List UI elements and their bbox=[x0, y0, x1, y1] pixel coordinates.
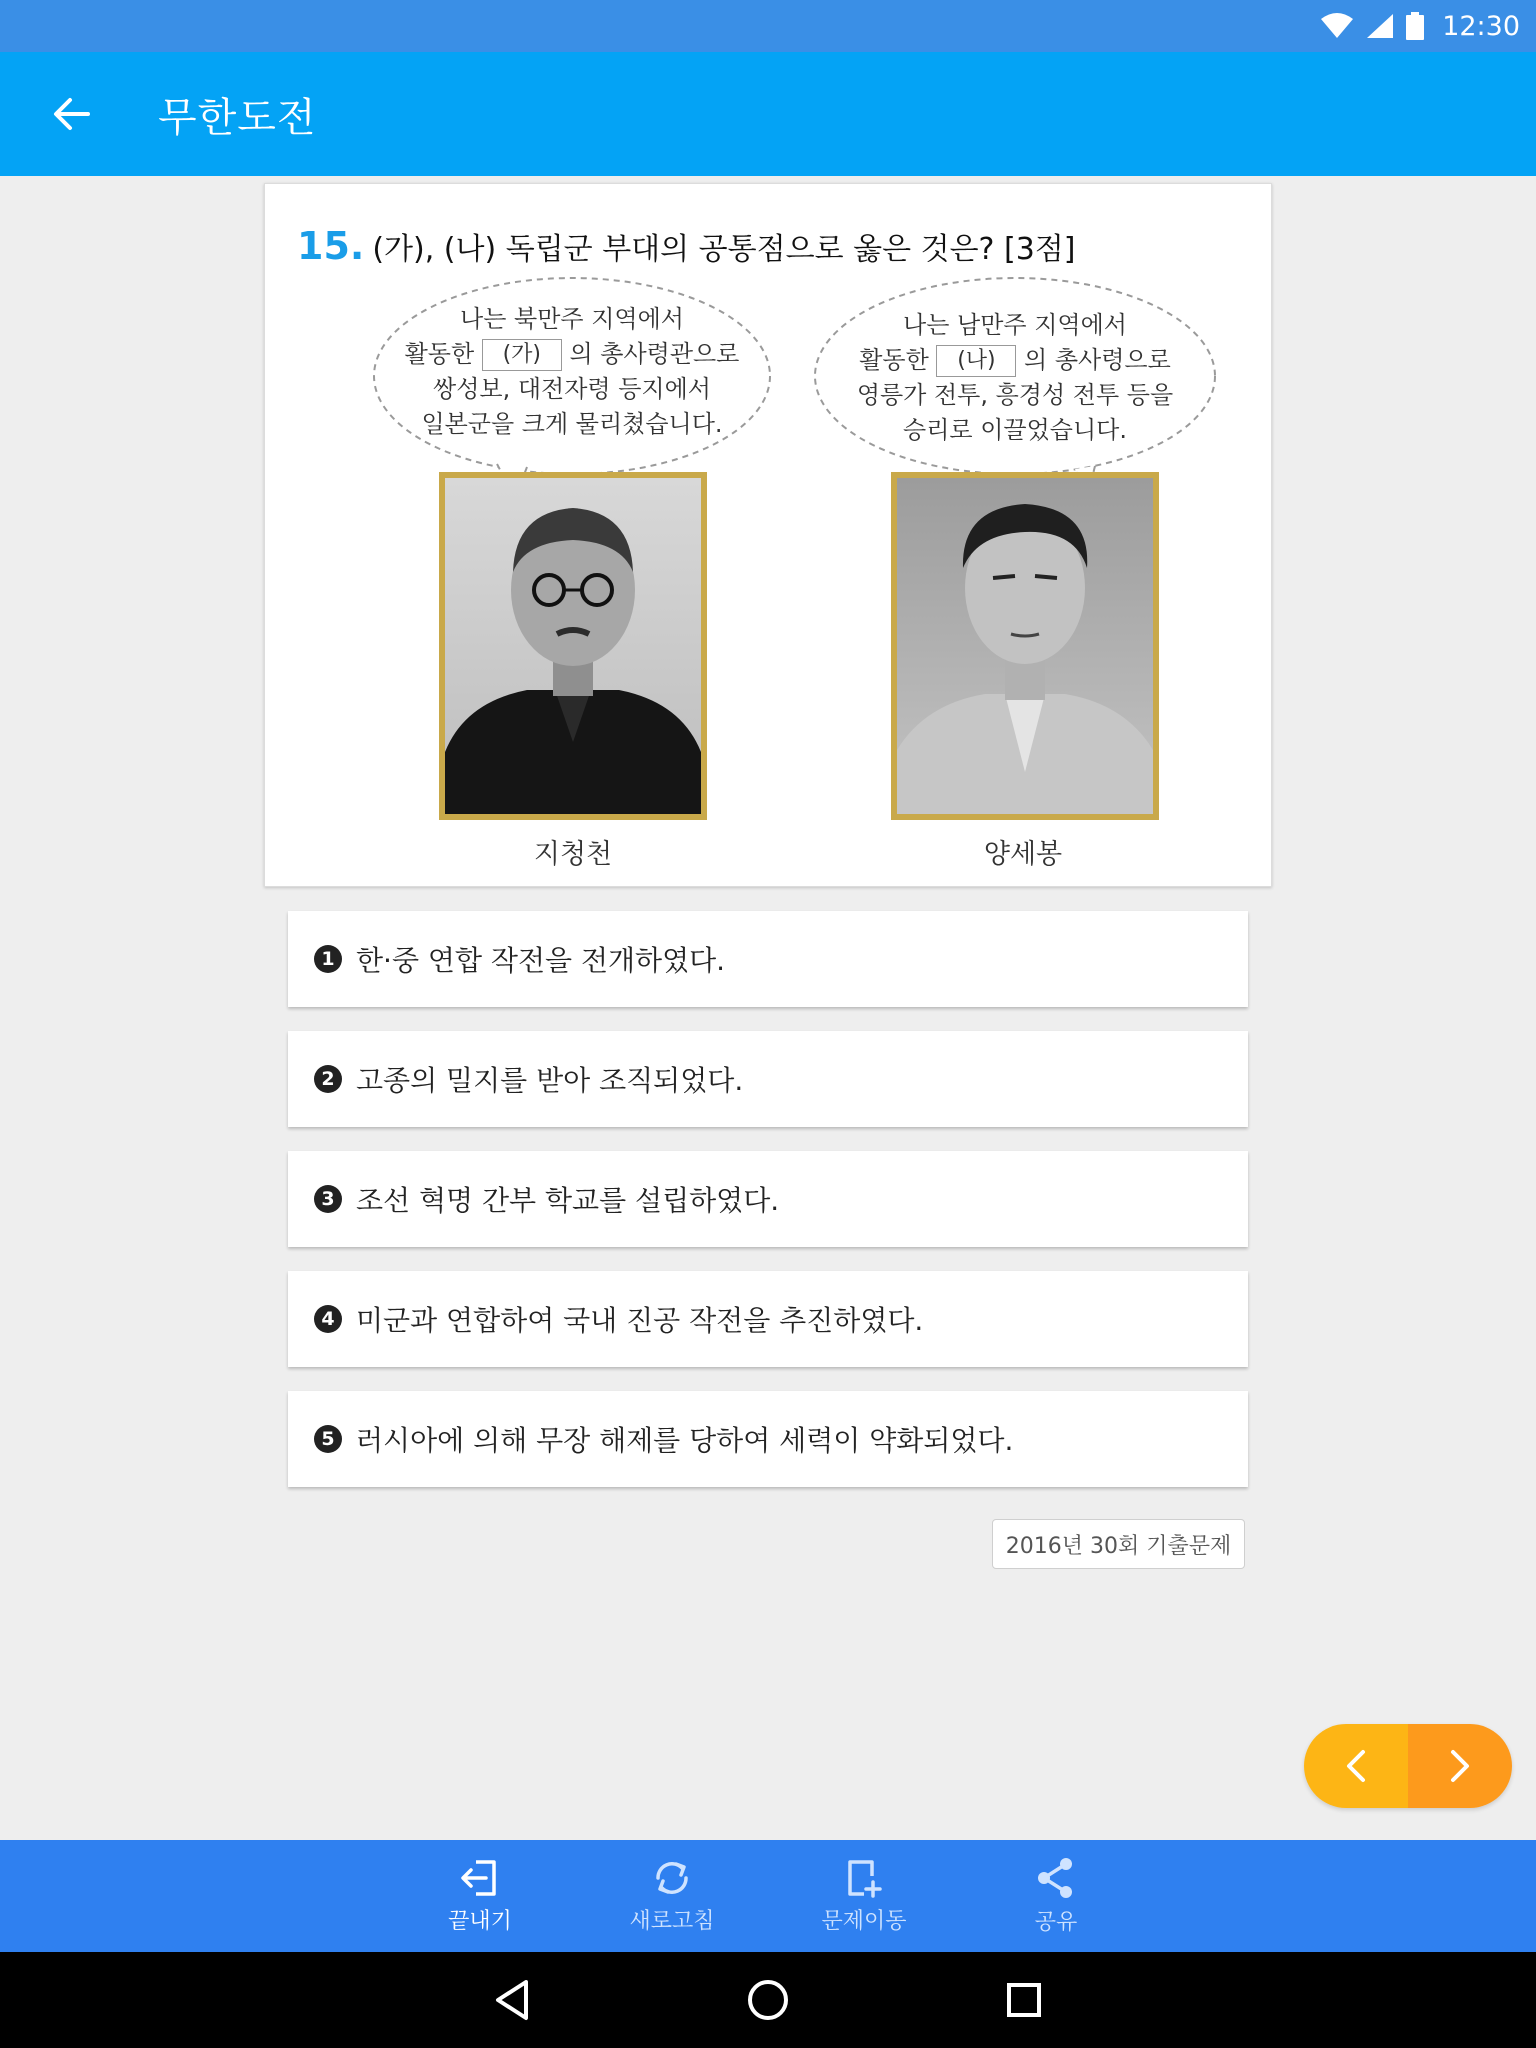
exit-button[interactable] bbox=[410, 1840, 550, 1952]
right-bubble-text: 나는 남만주 지역에서 활동한 (나) 의 총사령으로 영릉가 전투, 흥경성 전투 등을 승리로 이끌었습니다. bbox=[856, 311, 1174, 444]
choice-text: 러시아에 의해 무장 해제를 당하여 세력이 약화되었다. bbox=[356, 1424, 1014, 1457]
share-icon bbox=[1034, 1857, 1078, 1899]
arrow-left-icon bbox=[52, 96, 92, 132]
exit-icon bbox=[458, 1858, 502, 1898]
choice-text: 한·중 연합 작전을 전개하였다. bbox=[356, 944, 726, 977]
choice-number: 1 bbox=[314, 945, 342, 973]
choice-text: 미군과 연합하여 국내 진공 작전을 추진하였다. bbox=[356, 1304, 924, 1337]
refresh-label: 새로고침 bbox=[629, 1908, 715, 1934]
blank-ga: (가) bbox=[482, 339, 562, 371]
share-label: 공유 bbox=[1034, 1909, 1078, 1935]
nav-back-button[interactable] bbox=[482, 1970, 542, 2030]
choice-1[interactable] bbox=[288, 911, 1248, 1007]
bottom-toolbar bbox=[0, 1840, 1536, 1952]
choice-3[interactable] bbox=[288, 1151, 1248, 1247]
portrait-caption-right: 양세봉 bbox=[983, 839, 1063, 870]
system-nav-bar bbox=[0, 1952, 1536, 2048]
chevron-left-icon bbox=[1344, 1748, 1368, 1784]
left-bubble-text: 나는 북만주 지역에서 활동한 (가) 의 총사령관으로 쌍성보, 대전자령 등지에서 일본군을 크게 물리쳤습니다. bbox=[404, 305, 740, 438]
choice-4[interactable] bbox=[288, 1271, 1248, 1367]
choice-text: 고종의 밀지를 받아 조직되었다. bbox=[356, 1064, 744, 1097]
move-question-icon bbox=[842, 1858, 886, 1898]
choice-2[interactable] bbox=[288, 1031, 1248, 1127]
question-card bbox=[264, 183, 1272, 887]
signal-icon bbox=[1366, 13, 1394, 39]
choice-number: 2 bbox=[314, 1065, 342, 1093]
choice-text: 조선 혁명 간부 학교를 설립하였다. bbox=[356, 1184, 780, 1217]
refresh-icon bbox=[650, 1858, 694, 1898]
choice-number: 3 bbox=[314, 1185, 342, 1213]
exit-label: 끝내기 bbox=[448, 1908, 512, 1934]
nav-recents-button[interactable] bbox=[994, 1970, 1054, 2030]
share-button[interactable] bbox=[986, 1840, 1126, 1952]
move-question-label: 문제이동 bbox=[821, 1908, 907, 1934]
portrait-caption-left: 지청천 bbox=[533, 839, 613, 870]
next-question-button[interactable] bbox=[1408, 1724, 1512, 1808]
choice-number: 5 bbox=[314, 1425, 342, 1453]
status-bar bbox=[0, 0, 1536, 52]
circle-home-icon bbox=[746, 1978, 790, 2022]
question-header bbox=[297, 224, 1076, 268]
square-recents-icon bbox=[1004, 1980, 1044, 2020]
battery-icon bbox=[1406, 12, 1424, 40]
nav-home-button[interactable] bbox=[738, 1970, 798, 2030]
choice-number: 4 bbox=[314, 1305, 342, 1333]
page-title: 무한도전 bbox=[158, 94, 317, 141]
move-question-button[interactable] bbox=[794, 1840, 934, 1952]
back-button[interactable] bbox=[36, 78, 108, 150]
app-bar bbox=[0, 52, 1536, 176]
question-figure bbox=[265, 272, 1273, 872]
portrait-left bbox=[439, 472, 707, 820]
previous-question-button[interactable] bbox=[1304, 1724, 1408, 1808]
wifi-icon bbox=[1320, 13, 1354, 39]
choice-5[interactable] bbox=[288, 1391, 1248, 1487]
pager bbox=[1304, 1724, 1512, 1808]
portrait-right bbox=[891, 472, 1159, 820]
question-text: (가), (나) 독립군 부대의 공통점으로 옳은 것은? [3점] bbox=[372, 232, 1076, 267]
blank-na: (나) bbox=[936, 345, 1016, 377]
question-number: 15. bbox=[297, 224, 365, 268]
source-badge: 2016년 30회 기출문제 bbox=[992, 1519, 1245, 1569]
triangle-back-icon bbox=[492, 1978, 532, 2022]
refresh-button[interactable] bbox=[602, 1840, 742, 1952]
status-time: 12:30 bbox=[1442, 10, 1520, 42]
chevron-right-icon bbox=[1448, 1748, 1472, 1784]
